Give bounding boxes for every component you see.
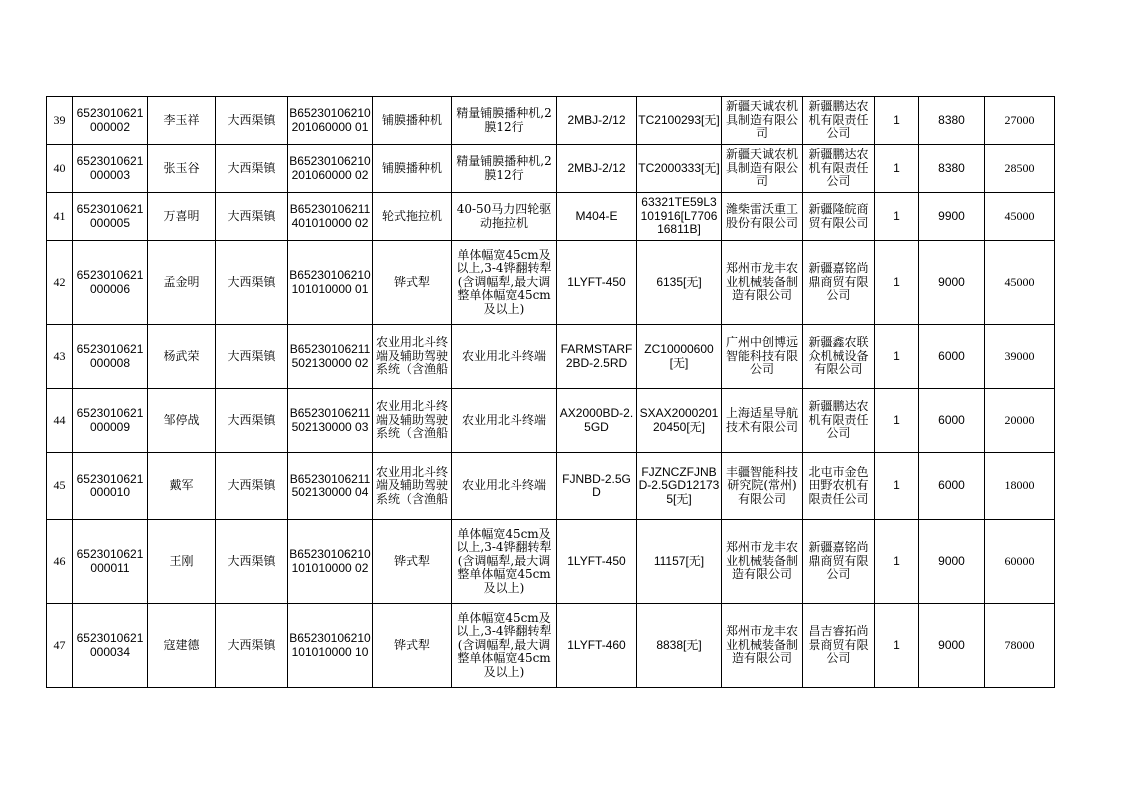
machine-item-cell: 精量铺膜播种机,2膜12行	[452, 97, 557, 145]
sale-price-cell: 20000	[985, 389, 1055, 453]
quantity-cell: 1	[875, 604, 919, 688]
town-cell: 大西渠镇	[216, 604, 288, 688]
machine-item-cell: 农业用北斗终端	[452, 453, 557, 520]
subsidy-amount-cell: 8380	[919, 97, 985, 145]
quantity-cell: 1	[875, 193, 919, 241]
machine-category-cell: 铧式犁	[373, 241, 452, 325]
applicant-id-cell: 6523010621000005	[73, 193, 148, 241]
manufacturer-cell: 广州中创博远智能科技有限公司	[722, 325, 803, 389]
table-row	[47, 145, 1055, 193]
applicant-name-cell: 张玉谷	[148, 145, 216, 193]
item-code-cell: B65230106211502130000 02	[288, 325, 373, 389]
model-number-cell: FJNBD-2.5GD	[557, 453, 637, 520]
row-number-cell: 47	[47, 604, 73, 688]
town-cell: 大西渠镇	[216, 520, 288, 604]
row-number-cell: 46	[47, 520, 73, 604]
serial-number-cell: SXAX200020120450[无]	[637, 389, 722, 453]
item-code-cell: B65230106210101010000 01	[288, 241, 373, 325]
model-number-cell: 2MBJ-2/12	[557, 97, 637, 145]
dealer-cell: 新疆鑫农联众机械设备有限公司	[803, 325, 875, 389]
machine-item-cell: 单体幅宽45cm及以上,3-4铧翻转犁(含调幅犁,最大调整单体幅宽45cm及以上)	[452, 604, 557, 688]
sale-price-cell: 39000	[985, 325, 1055, 389]
machine-category-cell: 铺膜播种机	[373, 145, 452, 193]
sale-price-cell: 18000	[985, 453, 1055, 520]
machine-category-cell: 铺膜播种机	[373, 97, 452, 145]
item-code-cell: B65230106211502130000 03	[288, 389, 373, 453]
applicant-name-cell: 寇建德	[148, 604, 216, 688]
town-cell: 大西渠镇	[216, 145, 288, 193]
subsidy-amount-cell: 8380	[919, 145, 985, 193]
machine-item-cell: 农业用北斗终端	[452, 325, 557, 389]
manufacturer-cell: 郑州市龙丰农业机械装备制造有限公司	[722, 604, 803, 688]
subsidy-table	[46, 96, 1055, 688]
subsidy-amount-cell: 9900	[919, 193, 985, 241]
subsidy-amount-cell: 6000	[919, 325, 985, 389]
model-number-cell: AX2000BD-2.5GD	[557, 389, 637, 453]
table-row	[47, 604, 1055, 688]
applicant-name-cell: 李玉祥	[148, 97, 216, 145]
item-code-cell: B65230106211401010000 02	[288, 193, 373, 241]
town-cell: 大西渠镇	[216, 241, 288, 325]
town-cell: 大西渠镇	[216, 453, 288, 520]
dealer-cell: 新疆隆皖商贸有限公司	[803, 193, 875, 241]
table-body	[47, 97, 1055, 688]
quantity-cell: 1	[875, 389, 919, 453]
applicant-name-cell: 邹停战	[148, 389, 216, 453]
serial-number-cell: 8838[无]	[637, 604, 722, 688]
sale-price-cell: 45000	[985, 241, 1055, 325]
machine-category-cell: 农业用北斗终端及辅助驾驶系统（含渔船	[373, 325, 452, 389]
row-number-cell: 42	[47, 241, 73, 325]
row-number-cell: 44	[47, 389, 73, 453]
applicant-id-cell: 6523010621000034	[73, 604, 148, 688]
dealer-cell: 昌吉睿拓尚景商贸有限公司	[803, 604, 875, 688]
town-cell: 大西渠镇	[216, 97, 288, 145]
machine-category-cell: 轮式拖拉机	[373, 193, 452, 241]
dealer-cell: 新疆嘉铭尚鼎商贸有限公司	[803, 241, 875, 325]
manufacturer-cell: 上海适星导航技术有限公司	[722, 389, 803, 453]
town-cell: 大西渠镇	[216, 193, 288, 241]
manufacturer-cell: 潍柴雷沃重工股份有限公司	[722, 193, 803, 241]
applicant-id-cell: 6523010621000008	[73, 325, 148, 389]
manufacturer-cell: 新疆天诚农机具制造有限公司	[722, 97, 803, 145]
table-row	[47, 389, 1055, 453]
item-code-cell: B65230106210201060000 02	[288, 145, 373, 193]
quantity-cell: 1	[875, 325, 919, 389]
row-number-cell: 41	[47, 193, 73, 241]
item-code-cell: B65230106210201060000 01	[288, 97, 373, 145]
machine-category-cell: 铧式犁	[373, 520, 452, 604]
item-code-cell: B65230106210101010000 02	[288, 520, 373, 604]
item-code-cell: B65230106210101010000 10	[288, 604, 373, 688]
table-row	[47, 453, 1055, 520]
sale-price-cell: 78000	[985, 604, 1055, 688]
town-cell: 大西渠镇	[216, 325, 288, 389]
manufacturer-cell: 丰疆智能科技研究院(常州)有限公司	[722, 453, 803, 520]
manufacturer-cell: 郑州市龙丰农业机械装备制造有限公司	[722, 520, 803, 604]
quantity-cell: 1	[875, 97, 919, 145]
applicant-id-cell: 6523010621000009	[73, 389, 148, 453]
machine-category-cell: 农业用北斗终端及辅助驾驶系统（含渔船	[373, 453, 452, 520]
town-cell: 大西渠镇	[216, 389, 288, 453]
applicant-name-cell: 孟金明	[148, 241, 216, 325]
quantity-cell: 1	[875, 241, 919, 325]
row-number-cell: 40	[47, 145, 73, 193]
serial-number-cell: FJZNCZFJNBD-2.5GD121735[无]	[637, 453, 722, 520]
quantity-cell: 1	[875, 453, 919, 520]
machine-item-cell: 40-50马力四轮驱动拖拉机	[452, 193, 557, 241]
table-row	[47, 97, 1055, 145]
model-number-cell: FARMSTARF2BD-2.5RD	[557, 325, 637, 389]
dealer-cell: 新疆鹏达农机有限责任公司	[803, 97, 875, 145]
dealer-cell: 新疆鹏达农机有限责任公司	[803, 145, 875, 193]
model-number-cell: 1LYFT-460	[557, 604, 637, 688]
item-code-cell: B65230106211502130000 04	[288, 453, 373, 520]
applicant-name-cell: 戴军	[148, 453, 216, 520]
serial-number-cell: TC2100293[无]	[637, 97, 722, 145]
quantity-cell: 1	[875, 145, 919, 193]
machine-item-cell: 单体幅宽45cm及以上,3-4铧翻转犁(含调幅犁,最大调整单体幅宽45cm及以上)	[452, 520, 557, 604]
table-row	[47, 241, 1055, 325]
serial-number-cell: 63321TE59L3101916[L770616811B]	[637, 193, 722, 241]
subsidy-amount-cell: 6000	[919, 453, 985, 520]
applicant-id-cell: 6523010621000002	[73, 97, 148, 145]
model-number-cell: 1LYFT-450	[557, 241, 637, 325]
serial-number-cell: ZC10000600[无]	[637, 325, 722, 389]
machine-item-cell: 精量铺膜播种机,2膜12行	[452, 145, 557, 193]
applicant-name-cell: 杨武荣	[148, 325, 216, 389]
applicant-id-cell: 6523010621000006	[73, 241, 148, 325]
dealer-cell: 北屯市金色田野农机有限责任公司	[803, 453, 875, 520]
table-row	[47, 520, 1055, 604]
sale-price-cell: 45000	[985, 193, 1055, 241]
model-number-cell: 1LYFT-450	[557, 520, 637, 604]
machine-category-cell: 农业用北斗终端及辅助驾驶系统（含渔船	[373, 389, 452, 453]
machine-category-cell: 铧式犁	[373, 604, 452, 688]
machine-item-cell: 单体幅宽45cm及以上,3-4铧翻转犁(含调幅犁,最大调整单体幅宽45cm及以上)	[452, 241, 557, 325]
table-row	[47, 193, 1055, 241]
sale-price-cell: 28500	[985, 145, 1055, 193]
row-number-cell: 45	[47, 453, 73, 520]
applicant-name-cell: 万喜明	[148, 193, 216, 241]
dealer-cell: 新疆鹏达农机有限责任公司	[803, 389, 875, 453]
model-number-cell: 2MBJ-2/12	[557, 145, 637, 193]
sale-price-cell: 27000	[985, 97, 1055, 145]
applicant-id-cell: 6523010621000010	[73, 453, 148, 520]
subsidy-amount-cell: 9000	[919, 241, 985, 325]
sale-price-cell: 60000	[985, 520, 1055, 604]
machine-item-cell: 农业用北斗终端	[452, 389, 557, 453]
serial-number-cell: 6135[无]	[637, 241, 722, 325]
applicant-id-cell: 6523010621000011	[73, 520, 148, 604]
manufacturer-cell: 新疆天诚农机具制造有限公司	[722, 145, 803, 193]
subsidy-amount-cell: 6000	[919, 389, 985, 453]
quantity-cell: 1	[875, 520, 919, 604]
model-number-cell: M404-E	[557, 193, 637, 241]
applicant-name-cell: 王刚	[148, 520, 216, 604]
table-row	[47, 325, 1055, 389]
row-number-cell: 39	[47, 97, 73, 145]
manufacturer-cell: 郑州市龙丰农业机械装备制造有限公司	[722, 241, 803, 325]
applicant-id-cell: 6523010621000003	[73, 145, 148, 193]
subsidy-amount-cell: 9000	[919, 604, 985, 688]
subsidy-amount-cell: 9000	[919, 520, 985, 604]
serial-number-cell: TC2000333[无]	[637, 145, 722, 193]
dealer-cell: 新疆嘉铭尚鼎商贸有限公司	[803, 520, 875, 604]
serial-number-cell: 11157[无]	[637, 520, 722, 604]
row-number-cell: 43	[47, 325, 73, 389]
